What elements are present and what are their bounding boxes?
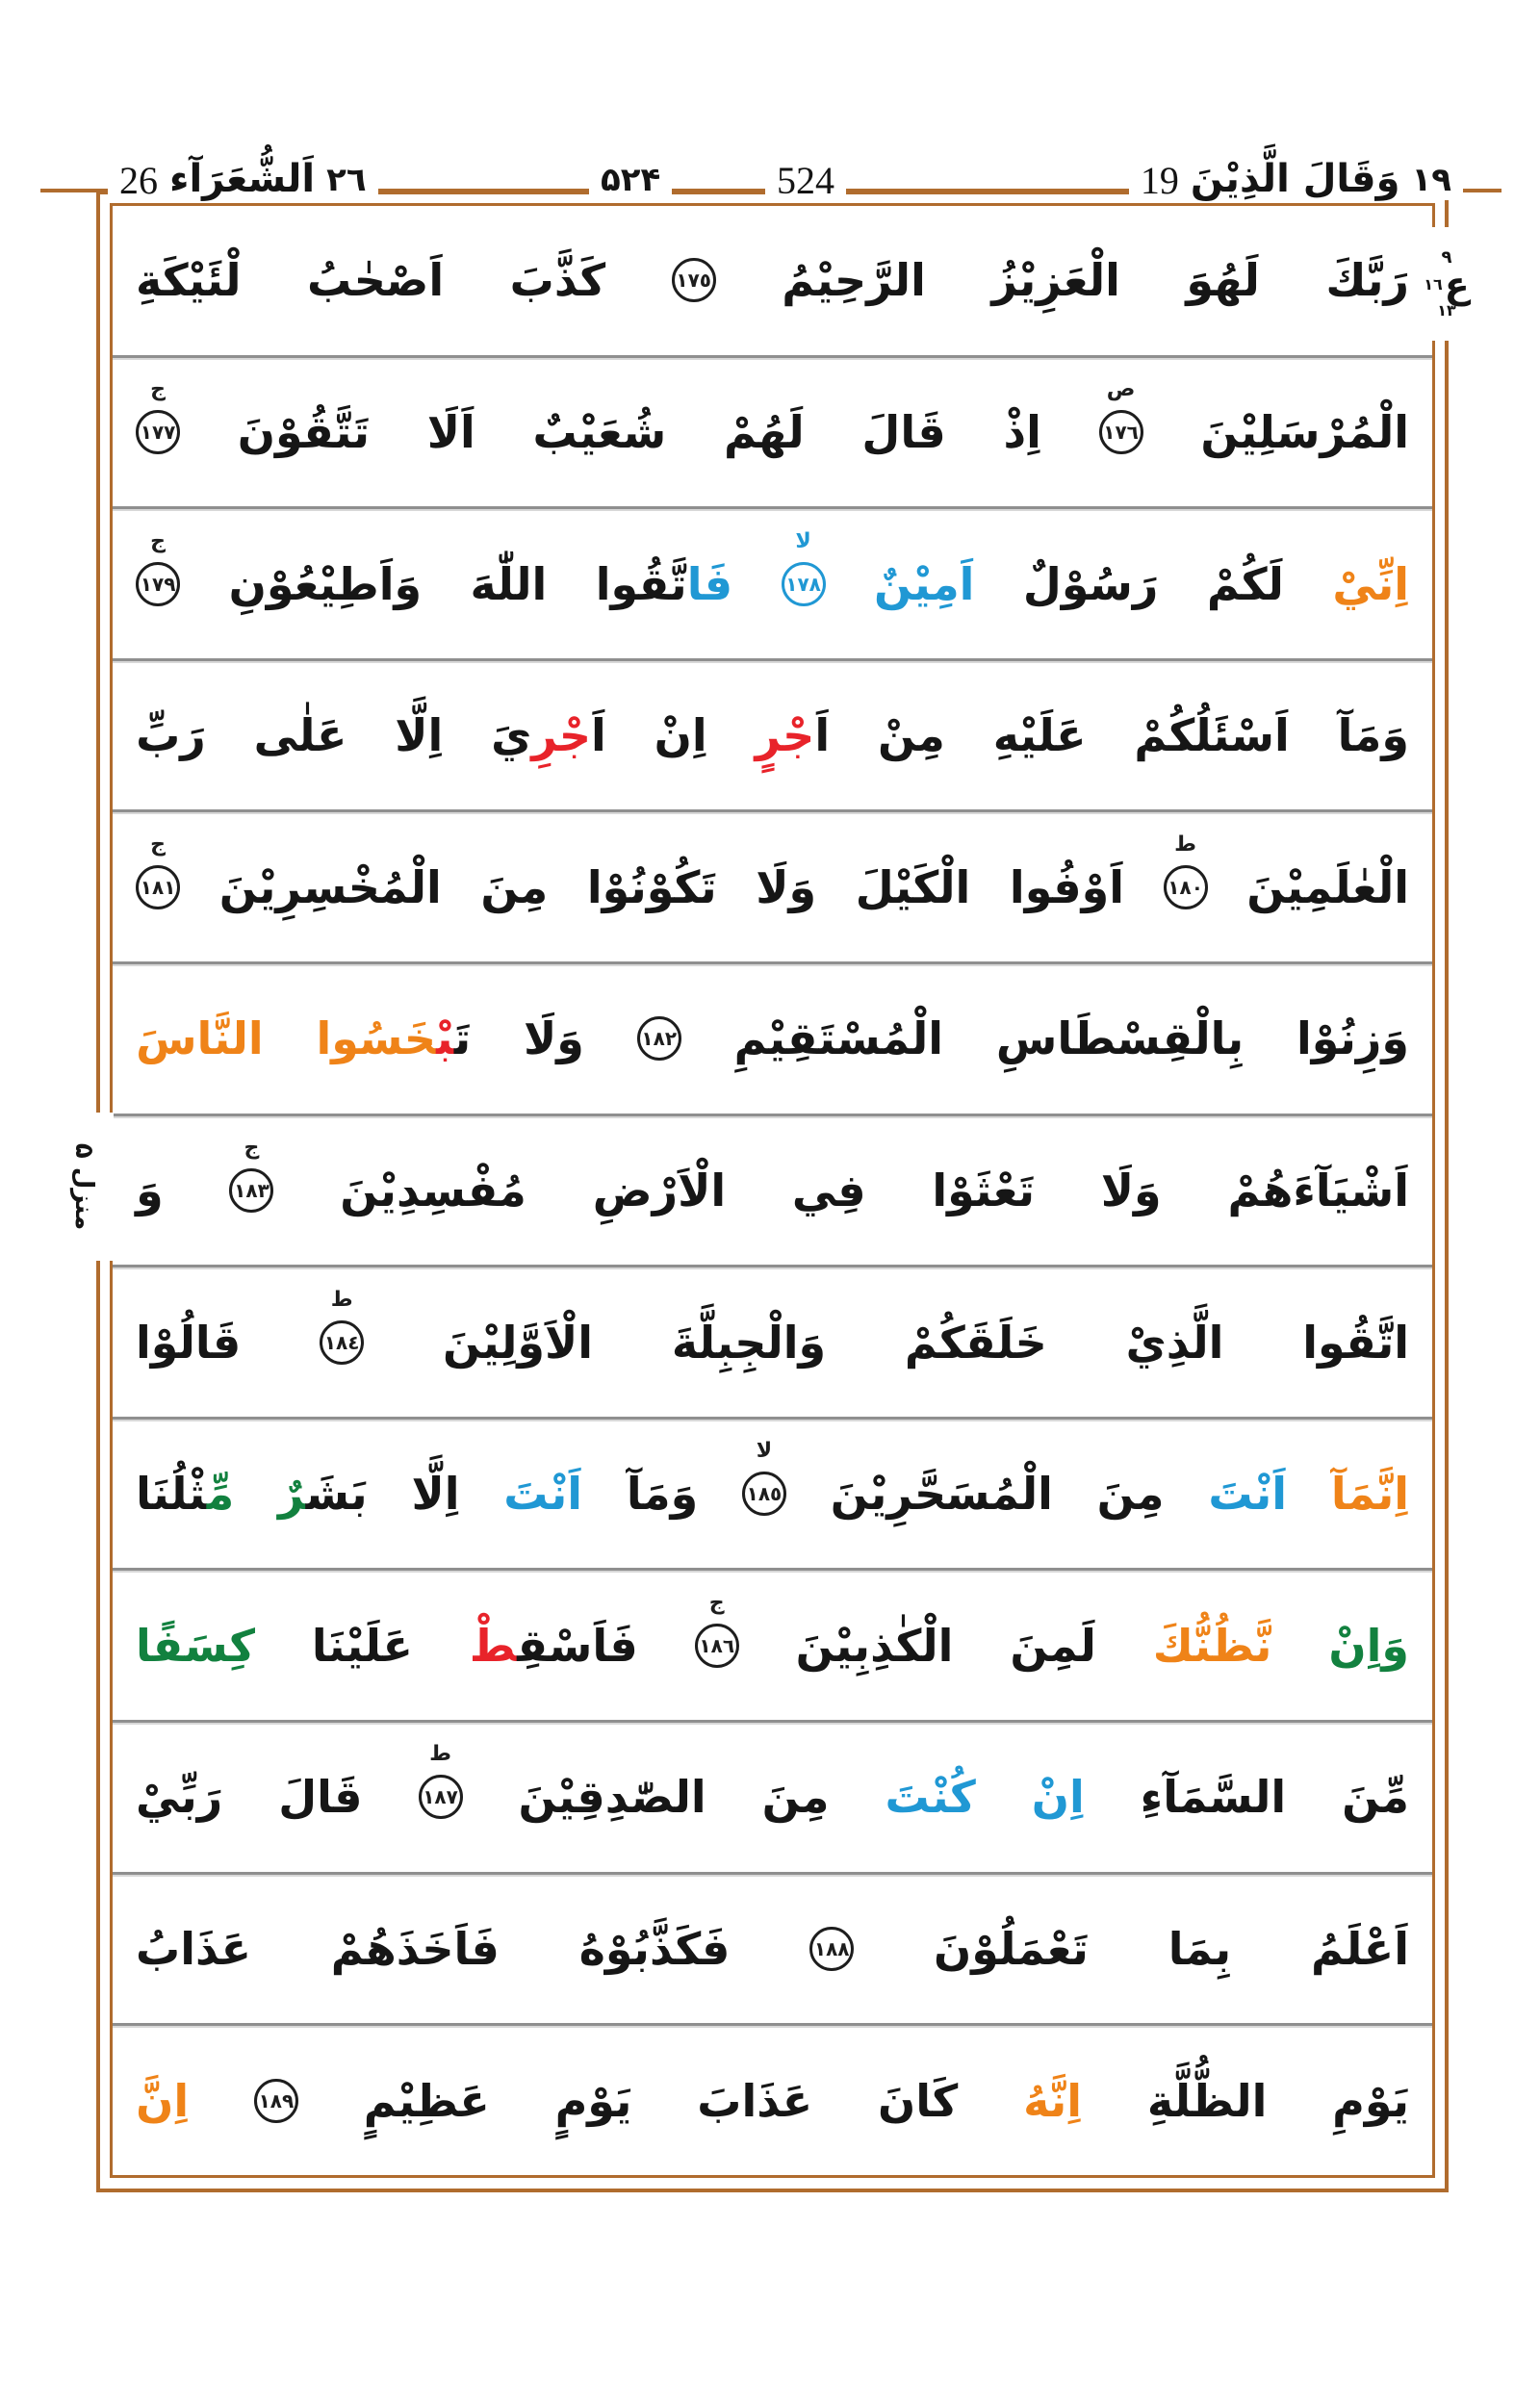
page-frame-inner	[110, 203, 1435, 2178]
verse-marker	[136, 376, 180, 454]
verse-number-circle: ١٨٤	[320, 1320, 364, 1365]
verse-number-circle: ١٧٧	[136, 410, 180, 454]
word: لَكُمْ	[1206, 557, 1284, 610]
word: وَمَآ	[626, 1468, 699, 1521]
word: الْمُخْسِرِيْنَ	[218, 860, 442, 913]
verse-marker	[695, 1590, 739, 1668]
word: عَذَابَ	[697, 2074, 813, 2127]
verse-number-circle: ١٨٣	[229, 1168, 273, 1213]
word: اَوْفُوا	[1009, 860, 1125, 913]
verse-number-circle: ١٨٧	[419, 1775, 463, 1819]
quran-line-2	[113, 355, 1432, 507]
juz-header	[1129, 133, 1463, 200]
word: وَلَا	[524, 1012, 584, 1065]
quran-line-1	[113, 206, 1432, 355]
word: اَجْرٍ	[755, 709, 831, 762]
word: الْكٰذِبِيْنَ	[795, 1619, 954, 1672]
ruku-marker	[1419, 227, 1475, 341]
word: اَنْتَ	[503, 1468, 583, 1521]
word: عَلَيْهِ	[992, 709, 1087, 762]
word: فِي	[791, 1164, 866, 1216]
word: تَعْمَلُوْنَ	[934, 1923, 1089, 1975]
word: يَوْمٍ	[554, 2074, 632, 2127]
verse-number-circle: ١٨٠	[1164, 865, 1208, 909]
word: عَظِيْمٍ	[363, 2074, 490, 2127]
word: لَمِنَ	[1010, 1619, 1096, 1672]
word: فَاَسْقِ‍‍طْ	[469, 1619, 638, 1672]
juz-number-latin: 19	[1140, 159, 1179, 202]
word: اِنْ	[654, 709, 707, 762]
page-number-latin: 524	[765, 133, 846, 200]
pause-mark: لا	[756, 1439, 773, 1464]
pause-mark: ص	[1106, 376, 1136, 401]
word: النَّاسَ	[136, 1012, 264, 1065]
verse-marker	[672, 258, 716, 302]
verse-marker	[809, 1927, 854, 1971]
word: بَشَ‍‍رٌ	[277, 1468, 368, 1521]
word: اَجْرِيَ	[491, 709, 606, 762]
word: تَ‍‍بْ‍‍خَسُوا	[316, 1012, 472, 1065]
word: اِذْ	[1003, 405, 1041, 458]
word: مِنَ	[480, 860, 549, 913]
word: كَذَّبَ	[509, 254, 606, 307]
manzil-marker	[54, 1113, 114, 1261]
word: لَهُوَ	[1186, 254, 1260, 307]
word: كُنْتَ	[885, 1771, 976, 1824]
verse-marker	[1164, 832, 1208, 909]
word: وَمَآ	[1337, 709, 1409, 762]
surah-header	[108, 133, 378, 200]
word: عَلٰى	[253, 709, 347, 762]
verse-marker	[637, 1016, 681, 1061]
verse-number-circle: ١٧٥	[672, 258, 716, 302]
word: الْعٰلَمِيْنَ	[1246, 860, 1409, 913]
word: اَمِيْنٌ	[874, 557, 975, 610]
word: مُفْسِدِيْنَ	[340, 1164, 526, 1216]
word: الْكَيْلَ	[855, 860, 971, 913]
word: عَذَابُ	[136, 1923, 251, 1975]
word: لْئَيْكَةِ	[136, 254, 242, 307]
pause-mark: ج	[150, 832, 167, 857]
ruku-number-beside: ١٦	[1424, 275, 1443, 294]
word: رَبَّكَ	[1325, 254, 1409, 307]
verse-marker	[782, 528, 826, 606]
page-number-arabic: ۵۲۴	[589, 133, 672, 200]
word: اَلَا	[426, 405, 475, 458]
word: مِنْ	[877, 709, 945, 762]
verse-marker	[136, 832, 180, 909]
ruku-number-below: ١٣	[1437, 301, 1456, 320]
ruku-number-above: ٩	[1441, 247, 1452, 268]
word: اِنَّمَآ	[1330, 1468, 1409, 1521]
word: الْمُسَحَّرِيْنَ	[830, 1468, 1053, 1521]
word: اَصْحٰبُ	[307, 254, 445, 307]
word: اِنِّيْ	[1332, 557, 1409, 610]
word: تَكُوْنُوْا	[586, 860, 717, 913]
word: فَاَخَذَهُمْ	[330, 1923, 500, 1975]
word: الرَّحِيْمُ	[782, 254, 926, 307]
pause-mark: ط	[1174, 832, 1197, 857]
word: بِالْقِسْطَاسِ	[995, 1012, 1245, 1065]
word: وَ	[136, 1164, 164, 1216]
surah-number-arabic: ٢٦	[326, 161, 367, 199]
pause-mark: لا	[795, 528, 811, 553]
word: الْاَرْضِ	[592, 1164, 727, 1216]
word: فَاتَّقُوا	[595, 557, 733, 610]
verse-number-circle: ١٧٨	[782, 562, 826, 606]
quran-line-5	[113, 809, 1432, 961]
word: تَعْثَوْا	[932, 1164, 1035, 1216]
word: قَالَ	[278, 1771, 363, 1824]
verse-number-circle: ١٨٢	[637, 1016, 681, 1061]
page-frame-outer	[96, 191, 1449, 2192]
surah-number-latin: 26	[119, 159, 158, 202]
quran-line-7	[113, 1114, 1432, 1266]
word: مِنَ	[1096, 1468, 1165, 1521]
word: وَاِنْ	[1328, 1619, 1409, 1672]
word: اتَّقُوا	[1302, 1316, 1409, 1369]
word: اللّٰهَ	[470, 557, 548, 610]
word: الَّذِيْ	[1125, 1316, 1224, 1369]
verse-number-circle: ١٨١	[136, 865, 180, 909]
word: الْمُسْتَقِيْمِ	[733, 1012, 944, 1065]
word: خَلَقَكُمْ	[904, 1316, 1047, 1369]
word: رَبِّ	[136, 709, 206, 762]
word: فَكَذَّبُوْهُ	[578, 1923, 731, 1975]
word: كِسَفًا	[136, 1619, 255, 1672]
word: الْاَوَّلِيْنَ	[442, 1316, 594, 1369]
pause-mark: ج	[708, 1590, 725, 1615]
verse-number-circle: ١٨٦	[695, 1624, 739, 1668]
word: اِنَّ	[136, 2074, 190, 2127]
verse-number-circle: ١٨٥	[742, 1472, 786, 1516]
pause-mark: ج	[150, 376, 166, 401]
quran-line-8	[113, 1265, 1432, 1417]
word: مِنَ	[761, 1771, 830, 1824]
verse-number-circle: ١٧٦	[1099, 410, 1143, 454]
word: قَالُوْا	[136, 1316, 242, 1369]
word: قَالَ	[861, 405, 946, 458]
verse-marker	[320, 1287, 364, 1365]
word: عَلَيْنَا	[311, 1619, 413, 1672]
verse-marker	[742, 1439, 786, 1516]
word: الْعَزِيْزُ	[991, 254, 1120, 307]
word: تَتَّقُوْنَ	[237, 405, 371, 458]
word: اِنَّهُ	[1023, 2074, 1083, 2127]
word: اِنْ	[1031, 1771, 1085, 1824]
verse-marker	[1099, 376, 1143, 454]
ruku-ain-icon: ع	[1444, 264, 1470, 306]
word: اِلَّا	[395, 709, 444, 762]
word: وَاَطِيْعُوْنِ	[228, 557, 423, 610]
word: الظُّلَّةِ	[1146, 2074, 1268, 2127]
verse-marker	[136, 528, 180, 606]
word: مِّنَ	[1342, 1771, 1409, 1824]
verse-marker	[419, 1742, 463, 1819]
word: يَوْمِ	[1332, 2074, 1409, 2127]
word: اِلَّا	[411, 1468, 460, 1521]
manzil-label: منزل ۵	[69, 1142, 98, 1231]
quran-line-3	[113, 506, 1432, 658]
word: اَعْلَمُ	[1310, 1923, 1409, 1975]
word: مِّ‍‍ثْلُنَا	[136, 1468, 235, 1521]
quran-line-6	[113, 961, 1432, 1114]
word: كَانَ	[878, 2074, 959, 2127]
verse-number-circle: ١٨٩	[254, 2079, 298, 2123]
pause-mark: ج	[150, 528, 167, 553]
word: شُعَيْبٌ	[532, 405, 667, 458]
surah-name: اَلشُّعَرَآء	[169, 157, 316, 201]
word: وَلَا	[756, 860, 817, 913]
pause-mark: ط	[330, 1287, 353, 1312]
word: السَّمَآءِ	[1140, 1771, 1287, 1824]
pause-mark: ط	[429, 1742, 451, 1767]
word: اَسْئَلُكُمْ	[1134, 709, 1290, 762]
quran-line-4	[113, 658, 1432, 810]
verse-number-circle: ١٧٩	[136, 562, 180, 606]
word: لَهُمْ	[723, 405, 805, 458]
juz-name: وَقَالَ الَّذِيْنَ	[1190, 157, 1400, 201]
verse-marker	[254, 2079, 298, 2123]
word: وَزِنُوْا	[1296, 1012, 1409, 1065]
word: الصّٰدِقِيْنَ	[518, 1771, 706, 1824]
word: الْمُرْسَلِيْنَ	[1200, 405, 1409, 458]
verse-marker	[229, 1135, 273, 1213]
word: وَالْجِبِلَّةَ	[671, 1316, 827, 1369]
verse-number-circle: ١٨٨	[809, 1927, 854, 1971]
word: اَشْيَآءَهُمْ	[1227, 1164, 1409, 1216]
quran-line-12	[113, 1872, 1432, 2024]
word: رَبِّيْ	[136, 1771, 223, 1824]
quran-line-10	[113, 1568, 1432, 1720]
pause-mark: ج	[244, 1135, 260, 1160]
quran-line-11	[113, 1720, 1432, 1872]
juz-number-arabic: ١٩	[1411, 161, 1451, 199]
word: رَسُوْلٌ	[1022, 557, 1159, 610]
word: بِمَا	[1168, 1923, 1232, 1975]
word: نَّظُنُّكَ	[1152, 1619, 1272, 1672]
word: اَنْتَ	[1208, 1468, 1288, 1521]
quran-line-13	[113, 2023, 1432, 2175]
word: وَلَا	[1100, 1164, 1162, 1216]
quran-line-9	[113, 1417, 1432, 1569]
